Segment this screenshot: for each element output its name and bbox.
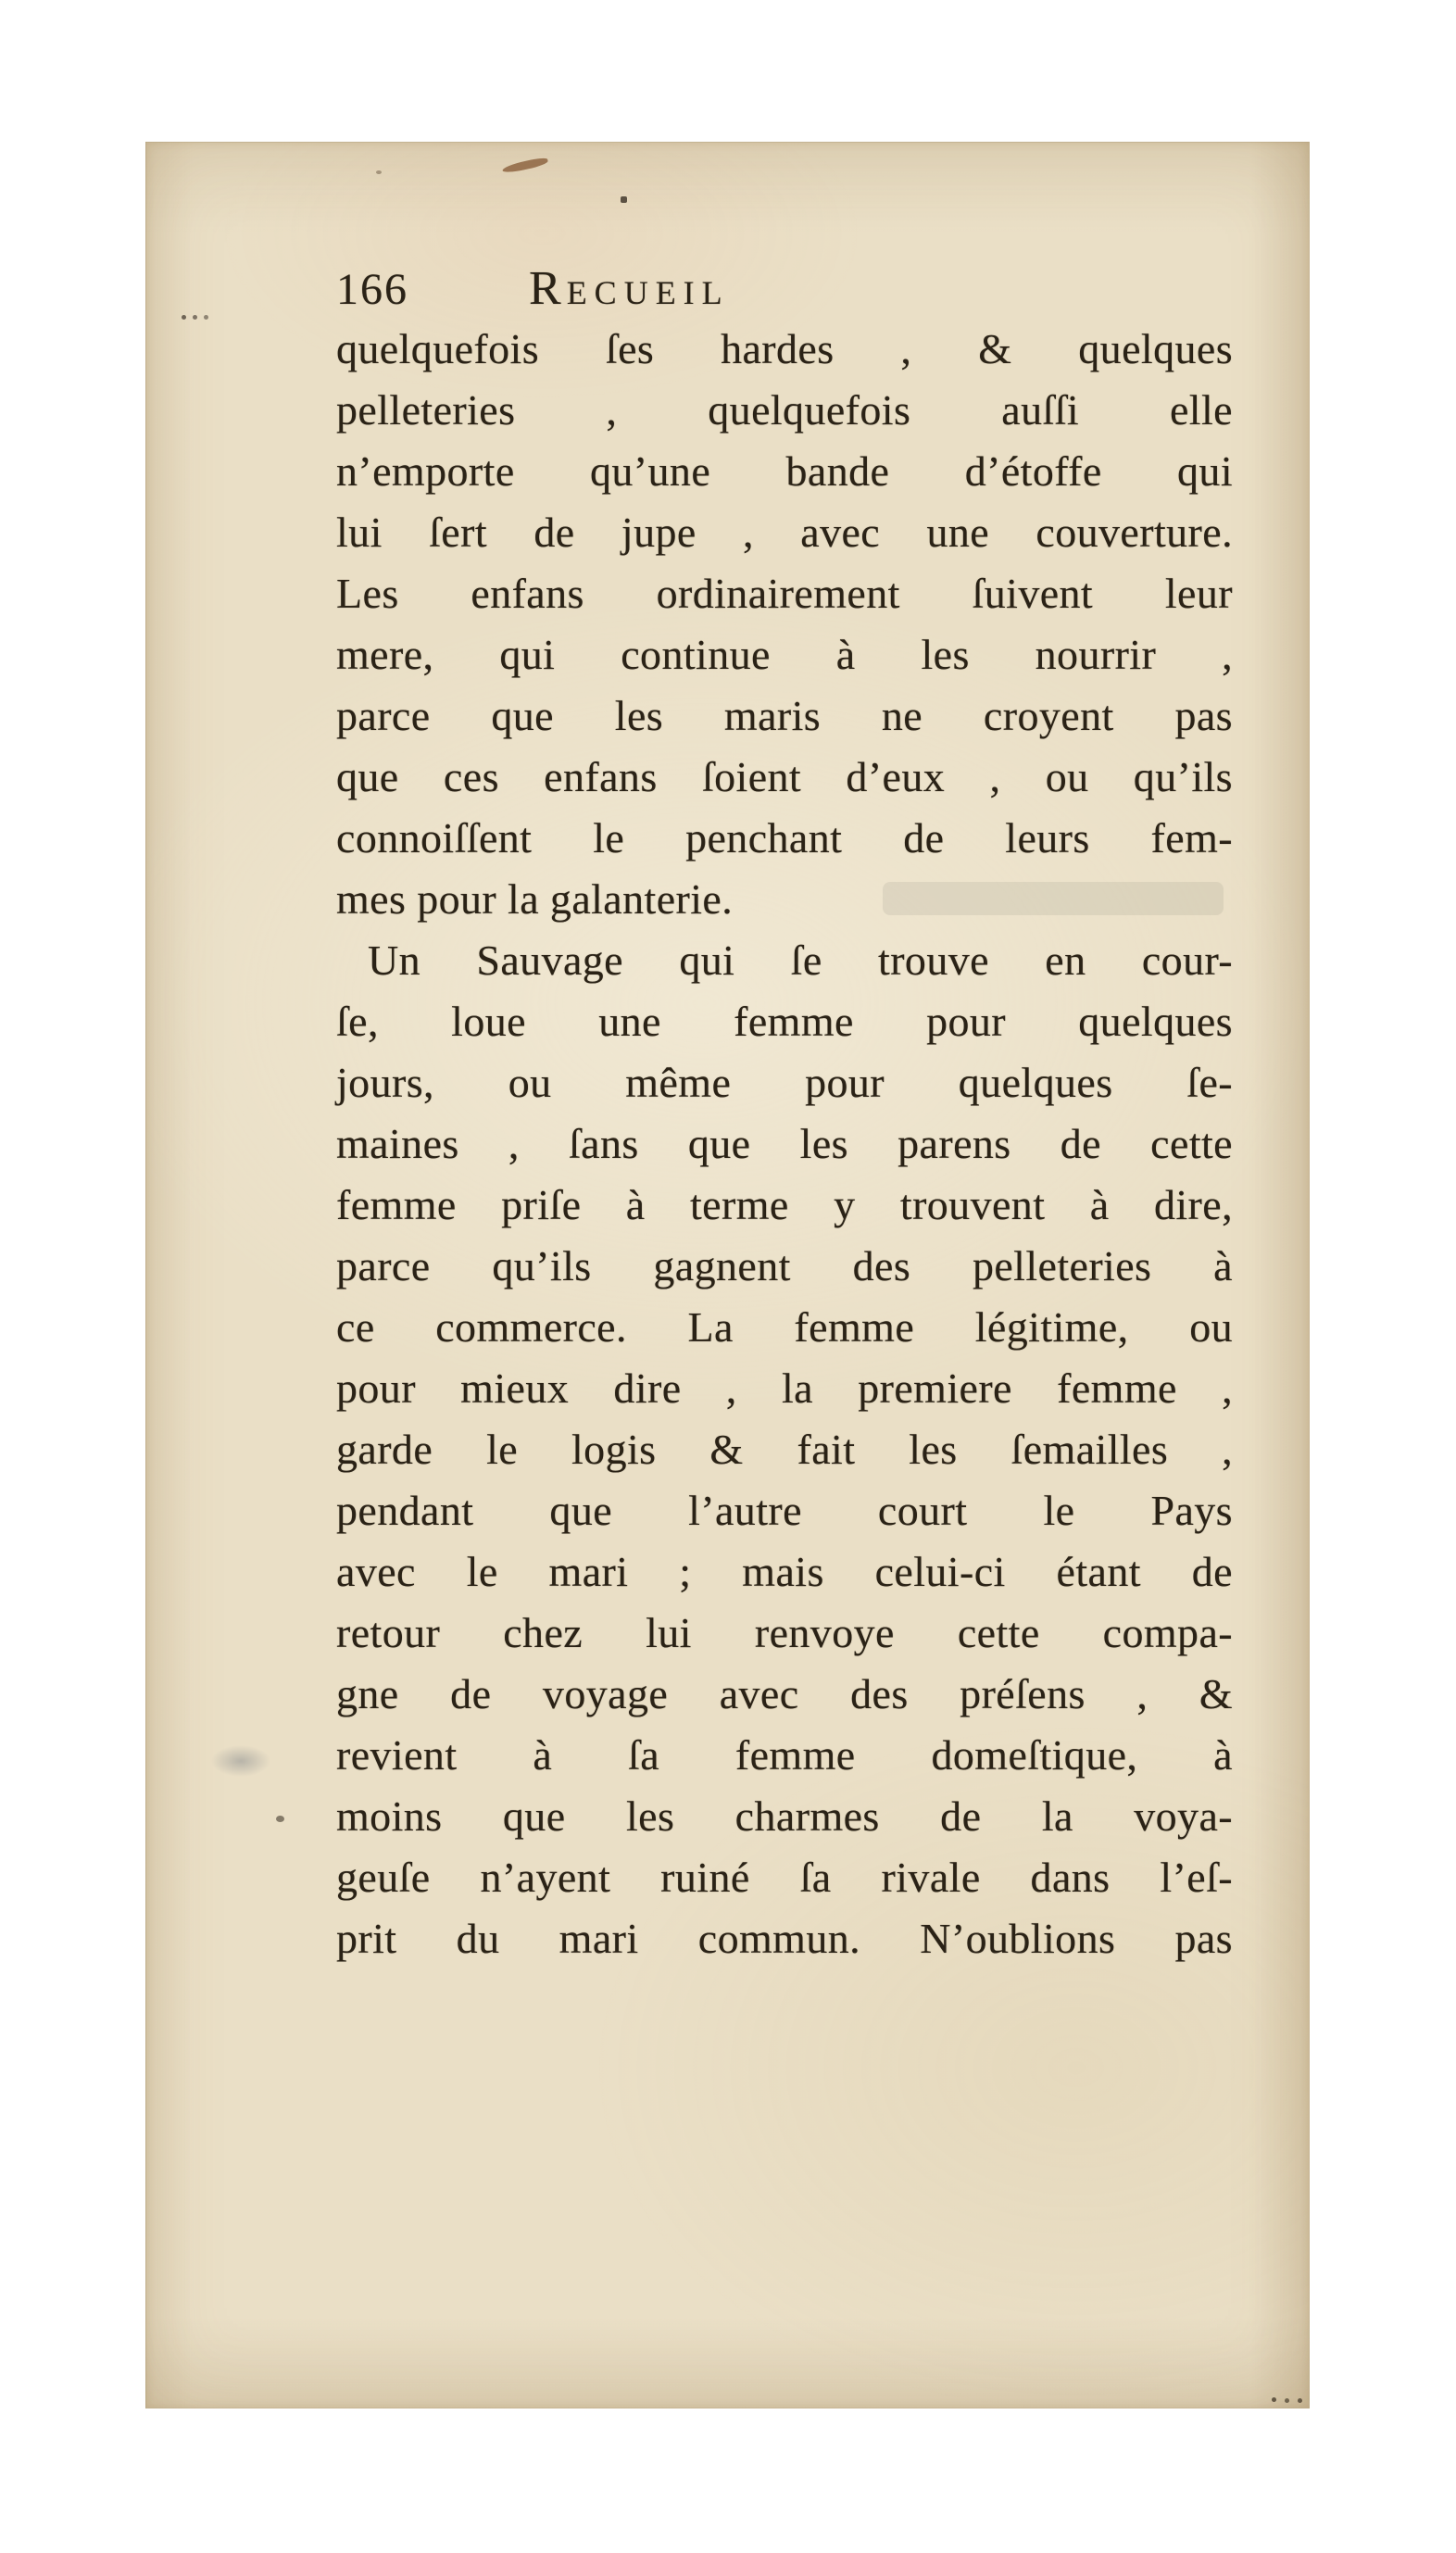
text-line: retour chez lui renvoye cette compa- bbox=[336, 1609, 1233, 1656]
margin-dots-stain bbox=[182, 315, 186, 320]
text-line: moins que les charmes de la voya- bbox=[336, 1792, 1233, 1840]
text-line: lui ſert de jupe , avec une couverture. bbox=[336, 509, 1233, 556]
text-line: Les enfans ordinairement ſuivent leur bbox=[336, 570, 1233, 617]
text-line: femme priſe à terme y trouvent à dire, bbox=[336, 1181, 1233, 1228]
text-line: connoiſſent le penchant de leurs fem- bbox=[336, 814, 1233, 861]
ink-dot-stain bbox=[621, 196, 627, 203]
text-line: pelleteries , quelquefois auſſi elle bbox=[336, 386, 1233, 434]
text-line: parce qu’ils gagnent des pelleteries à bbox=[336, 1242, 1233, 1289]
text-line: que ces enfans ſoient d’eux , ou qu’ils bbox=[336, 753, 1233, 800]
text-line: garde le logis & fait les ſemailles , bbox=[336, 1426, 1233, 1473]
text-line: revient à ſa femme domeſtique, à bbox=[336, 1731, 1233, 1779]
text-line: quelquefois ſes hardes , & quelques bbox=[336, 325, 1233, 372]
paper-speck bbox=[376, 170, 382, 174]
text-line: geuſe n’ayent ruiné ſa rivale dans l’eſ- bbox=[336, 1854, 1233, 1901]
text-line: mes pour la galanterie. bbox=[336, 875, 734, 923]
text-line: pour mieux dire , la premiere femme , bbox=[336, 1365, 1233, 1412]
running-title-initial: R bbox=[529, 262, 567, 315]
text-line: jours, ou même pour quelques ſe- bbox=[336, 1059, 1233, 1106]
text-line: ſe, loue une femme pour quelques bbox=[336, 998, 1233, 1045]
text-line: ce commerce. La femme légitime, ou bbox=[336, 1303, 1233, 1351]
text-line: gne de voyage avec des préſens , & bbox=[336, 1670, 1233, 1717]
page-number: 166 bbox=[336, 265, 408, 314]
running-title bbox=[529, 261, 730, 316]
book-page bbox=[145, 142, 1310, 2408]
page-header bbox=[336, 261, 1233, 313]
text-line: prit du mari commun. N’oublions pas bbox=[336, 1915, 1233, 1962]
page-content bbox=[336, 261, 1233, 1969]
gray-smudge-stain bbox=[211, 1745, 270, 1777]
text-line: parce que les maris ne croyent pas bbox=[336, 692, 1233, 739]
margin-speck bbox=[276, 1816, 284, 1822]
bottom-dots-stain bbox=[1272, 2397, 1276, 2402]
text-line: Un Sauvage qui ſe trouve en cour- bbox=[368, 937, 1233, 984]
ink-stroke-stain bbox=[502, 157, 549, 174]
text-line: pendant que l’autre court le Pays bbox=[336, 1487, 1233, 1534]
text-line: mere, qui continue à les nourrir , bbox=[336, 631, 1233, 678]
text-line: maines , ſans que les parens de cette bbox=[336, 1120, 1233, 1167]
running-title-rest: ECUEIL bbox=[566, 274, 730, 311]
text-block bbox=[336, 319, 1233, 1969]
text-line: n’emporte qu’une bande d’étoffe qui bbox=[336, 447, 1233, 495]
text-line: avec le mari ; mais celui-ci étant de bbox=[336, 1548, 1233, 1595]
